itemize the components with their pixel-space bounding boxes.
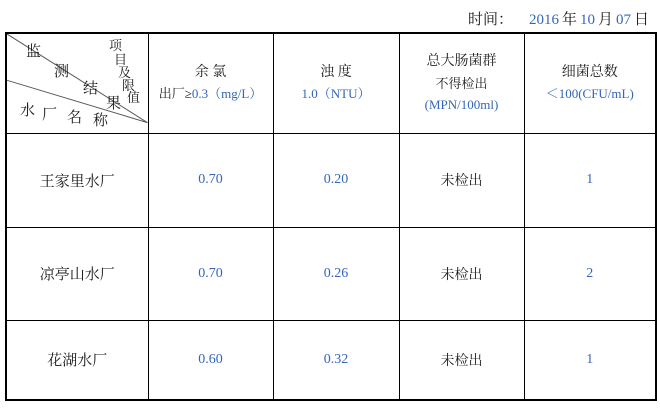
corner-header-cell: [6, 33, 148, 133]
value-bacteria-count: 2: [524, 227, 656, 320]
corner-project-label: 值: [127, 90, 141, 105]
column-header-total-coliform: [399, 33, 524, 133]
corner-project-label: 及: [118, 65, 132, 80]
date-year: 2016: [528, 12, 559, 28]
date-day-unit: 日: [633, 12, 649, 28]
corner-result-label: 结: [83, 81, 99, 97]
corner-project-label: 目: [114, 52, 128, 67]
value-total-coliform: 未检出: [399, 227, 524, 320]
date-month-unit: 月: [597, 12, 613, 28]
column-title: 浊 度: [320, 64, 352, 80]
report-date-line: [0, 8, 652, 29]
corner-result-label: 监: [26, 44, 42, 60]
table-row: [6, 320, 656, 400]
value-turbidity: 0.32: [273, 320, 399, 400]
value-residual-chlorine: 0.70: [148, 133, 273, 227]
corner-plant-label: 厂: [42, 107, 58, 123]
column-header-residual-chlorine: [148, 33, 273, 133]
column-limit: [274, 84, 399, 104]
date-month: 10: [579, 12, 595, 28]
corner-result-label: 果: [106, 96, 122, 112]
value-bacteria-count: 1: [524, 133, 656, 227]
limit-prefix: 出厂≥: [158, 86, 192, 102]
time-label: 时间：: [467, 12, 513, 28]
corner-plant-label: 水: [20, 103, 36, 119]
column-unit: (MPN/100ml): [424, 97, 499, 113]
corner-plant-label: 称: [93, 113, 109, 129]
value-residual-chlorine: 0.70: [148, 227, 273, 320]
limit-prefix: 不得检出: [435, 75, 488, 91]
corner-plant-label: 名: [67, 110, 83, 126]
column-header-bacteria-count: [524, 33, 656, 133]
plant-name: 花湖水厂: [6, 320, 148, 400]
column-header-turbidity: [273, 33, 399, 133]
plant-name: 凉亭山水厂: [6, 227, 148, 320]
column-title: 细菌总数: [561, 64, 618, 80]
limit-value: 0.3（mg/L）: [191, 86, 263, 102]
corner-project-label: 项: [109, 38, 123, 53]
value-total-coliform: 未检出: [399, 133, 524, 227]
corner-result-label: 测: [54, 64, 70, 80]
limit-value: ＜100(CFU/mL): [545, 86, 634, 102]
value-residual-chlorine: 0.60: [148, 320, 273, 400]
value-bacteria-count: 1: [524, 320, 656, 400]
limit-value: 1.0（NTU）: [301, 86, 371, 102]
corner-project-label: 限: [122, 78, 136, 93]
column-limit: [400, 74, 524, 94]
plant-name: 王家里水厂: [6, 133, 148, 227]
column-limit: [525, 84, 656, 104]
column-title: 余 氯: [194, 64, 227, 80]
table-row: [6, 227, 656, 320]
value-turbidity: 0.20: [273, 133, 399, 227]
column-title: 总大肠菌群: [426, 53, 497, 69]
header-row: [6, 33, 656, 133]
column-limit: [149, 84, 273, 104]
water-quality-table: [5, 32, 657, 401]
date-day: 07: [615, 12, 631, 28]
date-year-unit: 年: [561, 12, 577, 28]
value-turbidity: 0.26: [273, 227, 399, 320]
table-row: [6, 133, 656, 227]
value-total-coliform: 未检出: [399, 320, 524, 400]
